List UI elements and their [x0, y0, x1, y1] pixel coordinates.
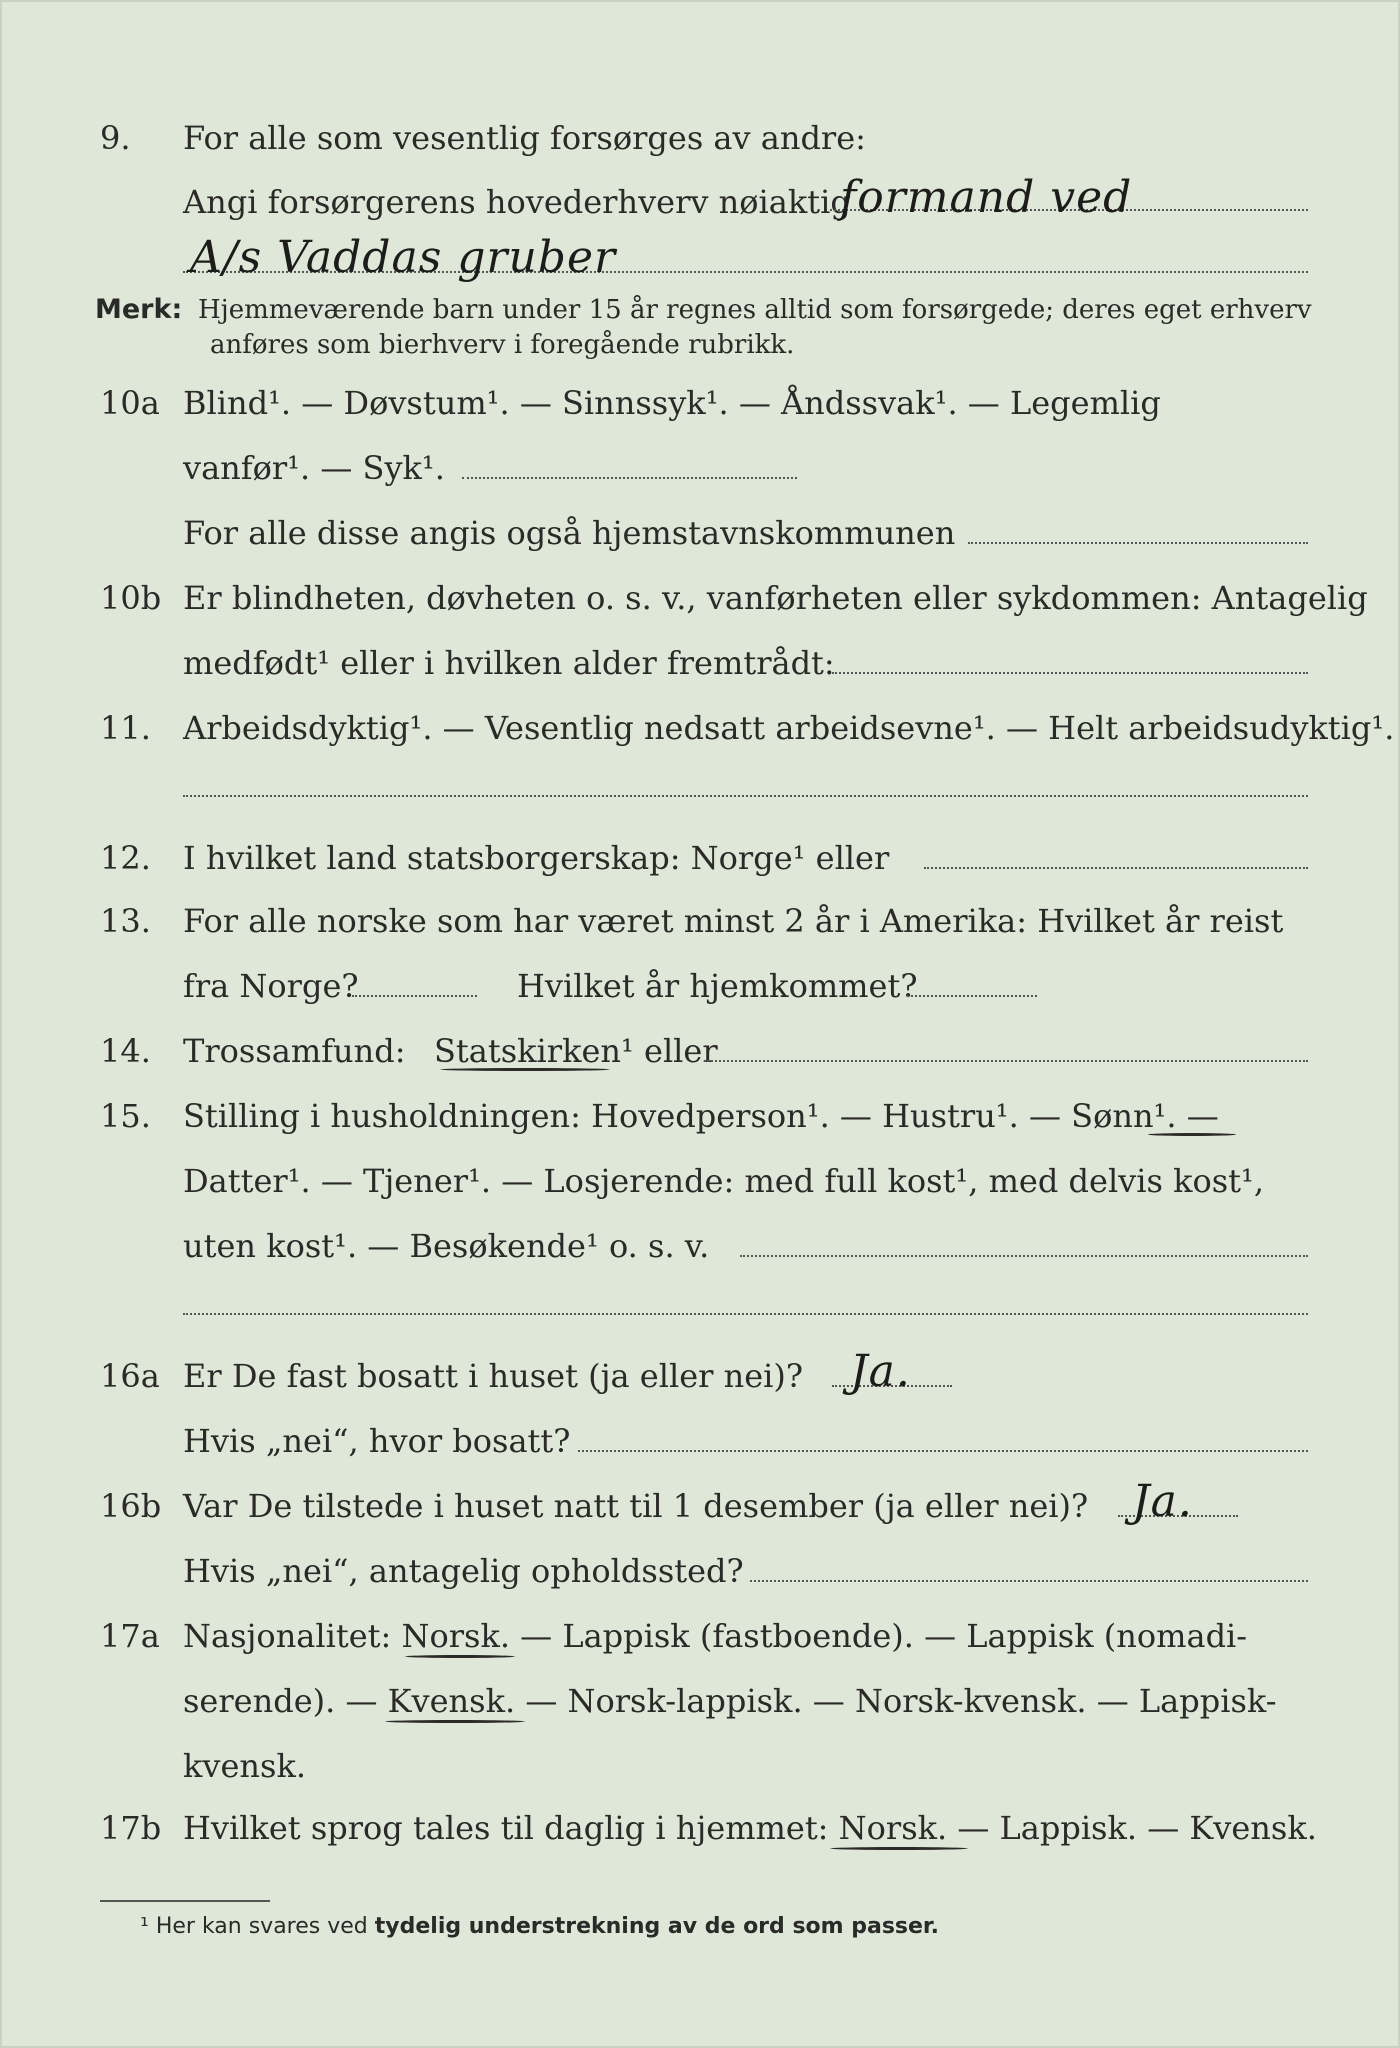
q9-line2 [0, 172, 1400, 227]
q17a-text3: kvensk. [183, 1747, 306, 1785]
q10a-line2 [0, 443, 1400, 493]
q16b-whereabouts-line[interactable] [750, 1580, 1308, 1582]
q10a-line1 [0, 378, 1400, 428]
q14-text1a: Trossamfund: [183, 1032, 406, 1070]
q14-line1 [0, 1026, 1400, 1076]
q11-line1 [0, 703, 1400, 753]
q10a-line3 [0, 508, 1400, 558]
q16a-text2: Hvis „nei“, hvor bosatt? [183, 1422, 571, 1460]
q13-line1 [0, 896, 1400, 946]
q10a-hometown-line[interactable] [968, 542, 1308, 544]
q17b-underline-norsk [830, 1847, 968, 1850]
q10b-answer-line[interactable] [832, 672, 1308, 674]
q10a-text1: Blind¹. — Døvstum¹. — Sinnssyk¹. — Åndssvak¹. — Legemlig [183, 384, 1161, 422]
q13-text1: For alle norske som har været minst 2 år i Amerika: Hvilket år reist [183, 902, 1284, 940]
q9-number: 9. [100, 119, 131, 157]
q14-text1b: Statskirken¹ eller [434, 1032, 718, 1070]
q14-number: 14. [100, 1032, 151, 1070]
q10b-line1 [0, 573, 1400, 623]
q17a-line1 [0, 1611, 1400, 1661]
q10a-text2: vanfør¹. — Syk¹. [183, 449, 445, 487]
footnote-text-b: tydelig understrekning av de ord som passer. [374, 1914, 940, 1939]
q17b-line1 [0, 1803, 1400, 1853]
q12-line1 [0, 833, 1400, 883]
q13-line2 [0, 961, 1400, 1011]
q16b-text1: Var De tilstede i huset natt til 1 desember (ja eller nei)? [183, 1487, 1089, 1525]
q15-text3: uten kost¹. — Besøkende¹ o. s. v. [183, 1227, 710, 1265]
q17b-number: 17b [100, 1809, 162, 1847]
q10a-answer-line[interactable] [462, 477, 797, 479]
q10a-number: 10a [100, 384, 160, 422]
q15-text2: Datter¹. — Tjener¹. — Losjerende: med full kost¹, med delvis kost¹, [183, 1162, 1265, 1200]
q15-line1 [0, 1091, 1400, 1141]
q13-year-returned-line[interactable] [907, 995, 1037, 997]
q16a-line1 [0, 1346, 1400, 1401]
footnote-mark: ¹ [140, 1914, 149, 1939]
q17a-text2: serende). — Kvensk. — Norsk-lappisk. — Norsk-kvensk. — Lappisk- [183, 1682, 1277, 1720]
q9-provider-label: Angi forsørgerens hovederhverv nøiaktig [183, 183, 851, 221]
q13-number: 13. [100, 902, 151, 940]
q16a-number: 16a [100, 1357, 160, 1395]
q11-number: 11. [100, 709, 151, 747]
q17a-number: 17a [100, 1617, 160, 1655]
q16b-number: 16b [100, 1487, 162, 1525]
q17a-line2 [0, 1676, 1400, 1726]
q14-answer-line[interactable] [704, 1060, 1308, 1062]
merk-label: Merk: [95, 294, 183, 325]
q15-number: 15. [100, 1097, 151, 1135]
q11-text1: Arbeidsdyktig¹. — Vesentlig nedsatt arbeidsevne¹. — Helt arbeidsudyktig¹. [183, 709, 1395, 747]
footnote-rule [100, 1900, 270, 1902]
q13-year-left-line[interactable] [352, 995, 477, 997]
q12-text1: I hvilket land statsborgerskap: Norge¹ eller [183, 839, 890, 877]
q16a-text1: Er De fast bosatt i huset (ja eller nei)? [183, 1357, 804, 1395]
q10b-line2 [0, 638, 1400, 688]
q9-handwritten-answer2: A/s Vaddas gruber [190, 232, 617, 283]
q17a-text1: Nasjonalitet: Norsk. — Lappisk (fastboende). — Lappisk (nomadi- [183, 1617, 1248, 1655]
q10b-number: 10b [100, 579, 162, 617]
merk-text1: Hjemmeværende barn under 15 år regnes alltid som forsørgede; deres eget erhverv [198, 295, 1312, 325]
merk-text2: anføres som bierhverv i foregående rubrikk. [210, 330, 795, 360]
q17a-underline-kvensk [385, 1720, 525, 1723]
q9-handwritten-answer1: formand ved [840, 172, 1133, 223]
q16b-text2: Hvis „nei“, antagelig opholdssted? [183, 1552, 744, 1590]
q9-text: For alle som vesentlig forsørges av andre: [183, 119, 866, 157]
q13-text2b: Hvilket år hjemkommet? [517, 967, 918, 1005]
q14-underline-statskirken [440, 1068, 610, 1071]
q16b-line1 [0, 1476, 1400, 1531]
q15-text1: Stilling i husholdningen: Hovedperson¹. — Hustru¹. — Sønn¹. — [183, 1097, 1219, 1135]
footnote [140, 1910, 939, 1944]
q16b-line2 [0, 1546, 1400, 1596]
merk-line1 [0, 290, 1400, 330]
q15-answer-line2[interactable] [183, 1313, 1308, 1315]
q15-underline-sonn [1148, 1133, 1236, 1136]
q16a-residence-line[interactable] [578, 1450, 1308, 1452]
q12-number: 12. [100, 839, 151, 877]
q16a-handwritten-answer: Ja. [850, 1346, 911, 1397]
merk-line2 [0, 325, 1400, 365]
q11-answer-line[interactable] [183, 795, 1308, 797]
q10a-text3: For alle disse angis også hjemstavnskommunen [183, 514, 956, 552]
q9-line3 [0, 232, 1400, 287]
q12-answer-line[interactable] [924, 867, 1308, 869]
q9-line1 [0, 113, 1400, 163]
q15-answer-line[interactable] [740, 1255, 1308, 1257]
q10b-text1: Er blindheten, døvheten o. s. v., vanførheten eller sykdommen: Antagelig [183, 579, 1368, 617]
q16a-line2 [0, 1416, 1400, 1466]
q15-line2 [0, 1156, 1400, 1206]
q15-line3 [0, 1221, 1400, 1271]
q16b-handwritten-answer: Ja. [1132, 1476, 1193, 1527]
q17b-text1: Hvilket sprog tales til daglig i hjemmet: Norsk. — Lappisk. — Kvensk. [183, 1809, 1317, 1847]
q10b-text2: medfødt¹ eller i hvilken alder fremtrådt: [183, 644, 835, 682]
footnote-text-a: Her kan svares ved [155, 1914, 368, 1939]
q13-text2a: fra Norge? [183, 967, 359, 1005]
q17a-underline-norsk [405, 1655, 515, 1658]
q17a-line3 [0, 1741, 1400, 1791]
